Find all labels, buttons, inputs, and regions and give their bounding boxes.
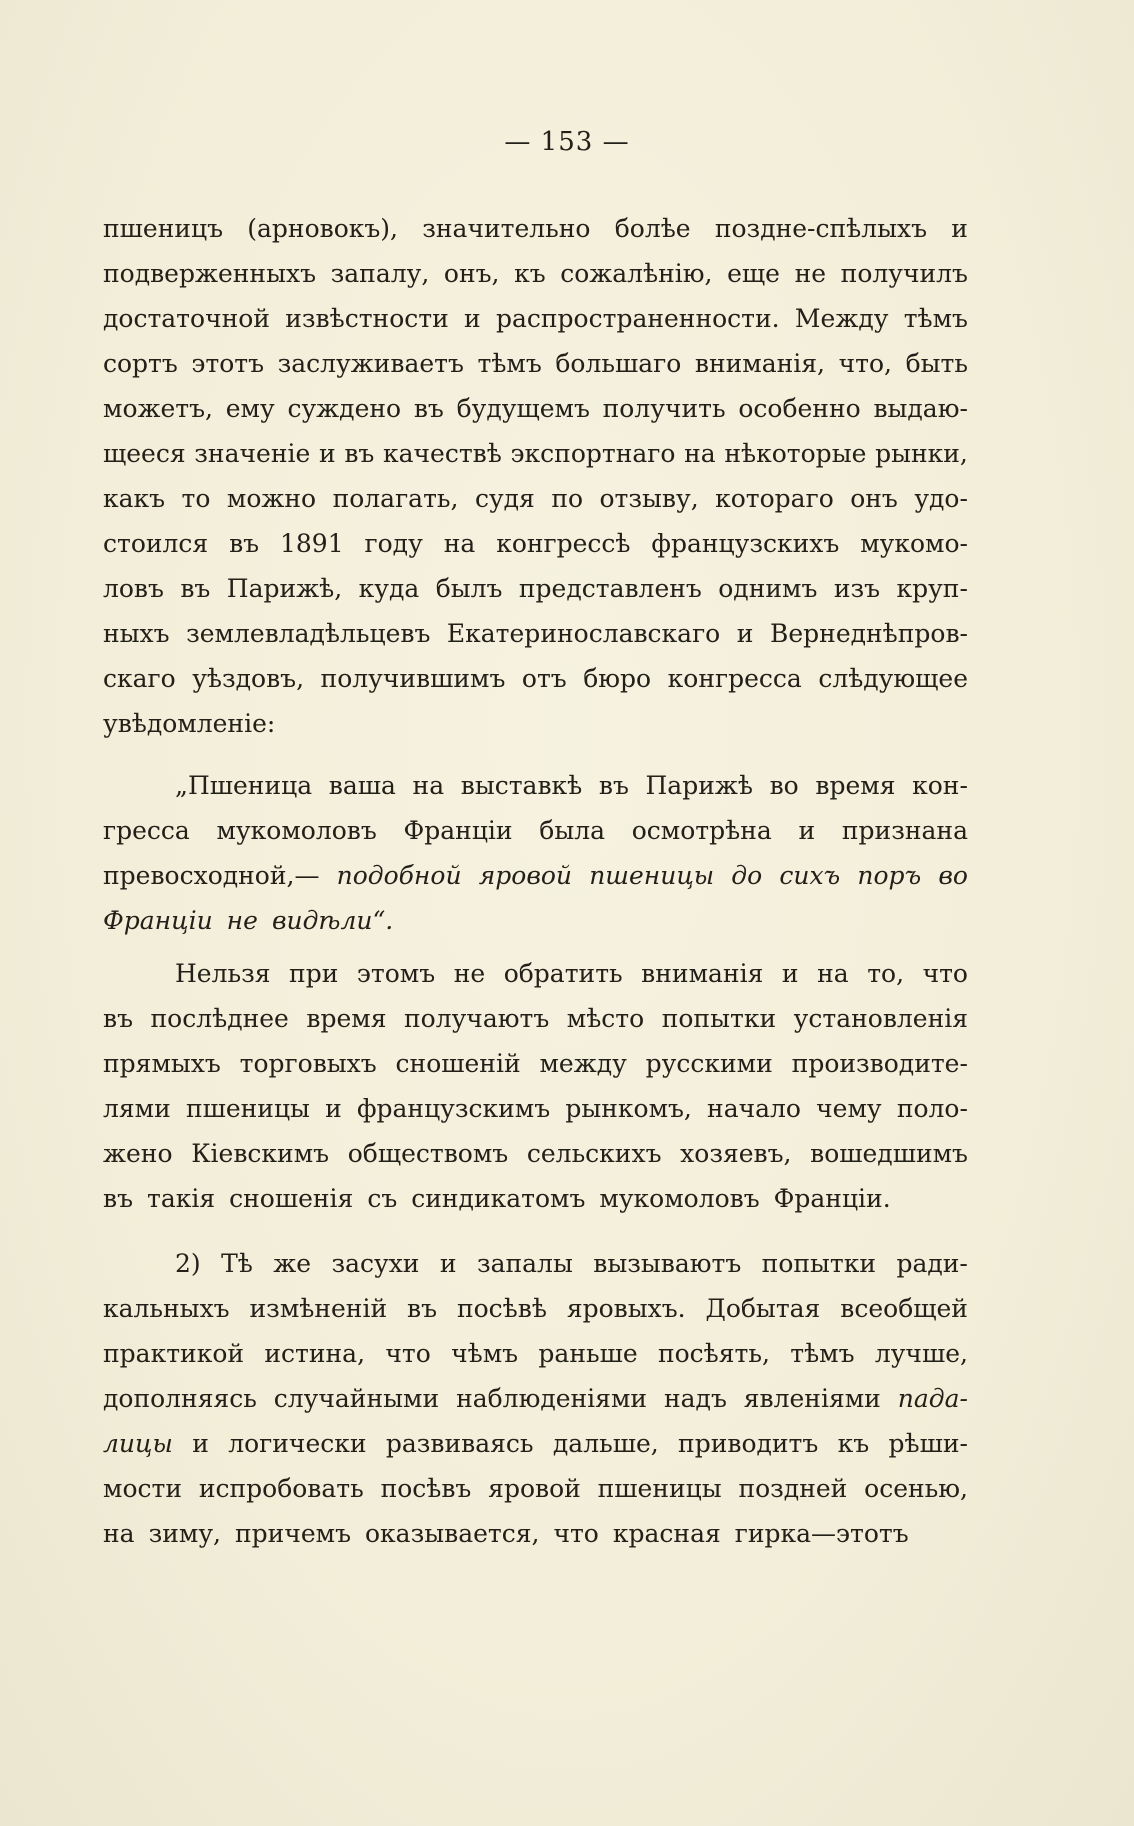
text-line xyxy=(103,1376,968,1421)
text-line xyxy=(103,1241,968,1286)
word: то xyxy=(181,484,211,513)
word: во xyxy=(938,861,968,890)
word: рѣши- xyxy=(888,1429,968,1458)
word: развиваясь xyxy=(385,1429,534,1458)
text-line xyxy=(103,763,968,808)
text-line xyxy=(103,1041,968,1086)
word: дополняясь xyxy=(103,1384,257,1413)
word: признана xyxy=(841,816,968,845)
word: въ xyxy=(103,1184,133,1213)
word: чему xyxy=(816,1094,882,1123)
word: начало xyxy=(707,1094,801,1123)
word: котораго xyxy=(715,484,834,513)
word: мукомоловъ xyxy=(599,1184,760,1213)
word: Нельзя xyxy=(175,959,271,988)
word: запалу, xyxy=(330,259,430,288)
word: особенно xyxy=(738,394,861,423)
word: мукомоловъ xyxy=(216,816,377,845)
word: съ xyxy=(367,1184,398,1213)
text-line xyxy=(103,808,968,853)
word: подобной xyxy=(336,861,462,890)
word: сожалѣнію, xyxy=(560,259,713,288)
word: мости xyxy=(103,1474,182,1503)
word: жено xyxy=(103,1139,173,1168)
word: сношенія xyxy=(229,1184,354,1213)
word: кон- xyxy=(912,771,968,800)
text-line xyxy=(103,566,968,611)
word: этомъ xyxy=(356,959,436,988)
word: яровой xyxy=(488,1474,581,1503)
text-line xyxy=(103,296,968,341)
word: конгресса xyxy=(667,664,802,693)
word: рынки, xyxy=(875,439,968,468)
word: посѣвѣ xyxy=(456,1294,547,1323)
word: и xyxy=(464,304,481,333)
word: до xyxy=(731,861,763,890)
word: сихъ xyxy=(779,861,841,890)
word: во xyxy=(769,771,799,800)
word: пшеницы xyxy=(597,1474,722,1503)
word: мѣсто xyxy=(566,1004,645,1033)
word: онъ xyxy=(850,484,898,513)
word: тѣмъ xyxy=(790,1339,855,1368)
word: раньше xyxy=(538,1339,638,1368)
paragraph-quote xyxy=(103,763,968,943)
word: наблюденіями xyxy=(456,1384,648,1413)
text-line xyxy=(103,431,968,476)
word: сортъ xyxy=(103,349,178,378)
word: Франціи xyxy=(103,906,213,935)
word: мукомо- xyxy=(860,529,968,558)
text-line xyxy=(103,656,968,701)
word: былъ xyxy=(435,574,503,603)
word: значеніе xyxy=(194,439,311,468)
word: рынкомъ, xyxy=(565,1094,692,1123)
word: Кіевскимъ xyxy=(191,1139,330,1168)
word: кальныхъ xyxy=(103,1294,230,1323)
word: полагать, xyxy=(332,484,459,513)
word: круп- xyxy=(896,574,968,603)
word: подверженныхъ xyxy=(103,259,317,288)
word: истина, xyxy=(264,1339,366,1368)
word: явленіями xyxy=(743,1384,881,1413)
word: суждено xyxy=(287,394,402,423)
word: изъ xyxy=(833,574,881,603)
word: тѣмъ xyxy=(903,304,968,333)
word: попытки xyxy=(761,1249,877,1278)
text-line xyxy=(103,1176,968,1221)
word: вошедшимъ xyxy=(810,1139,968,1168)
word: распространенности. xyxy=(495,304,780,333)
word: выдаю- xyxy=(873,394,968,423)
word: (арновокъ), xyxy=(247,214,398,243)
word: получаютъ xyxy=(404,1004,550,1033)
text-line xyxy=(103,1331,968,1376)
word: то, xyxy=(867,959,905,988)
word: обществомъ xyxy=(347,1139,509,1168)
word: не xyxy=(794,259,827,288)
word: тѣмъ xyxy=(477,349,542,378)
word: производите- xyxy=(791,1049,968,1078)
text-line xyxy=(103,251,968,296)
word: пшеницы xyxy=(185,1094,310,1123)
word: причемъ xyxy=(234,1519,351,1548)
word: осенью, xyxy=(864,1474,968,1503)
word: время xyxy=(306,1004,387,1033)
text-line xyxy=(103,898,968,943)
word: Вернеднѣпров- xyxy=(770,619,968,648)
word: какъ xyxy=(103,484,166,513)
word: поздней xyxy=(738,1474,848,1503)
word: отъ xyxy=(521,664,567,693)
word: Франціи. xyxy=(773,1184,891,1213)
word: куда xyxy=(358,574,420,603)
word: въ xyxy=(413,394,444,423)
word: пшеницы xyxy=(589,861,715,890)
word: логически xyxy=(228,1429,367,1458)
word: достаточной xyxy=(103,304,270,333)
text-line xyxy=(103,476,968,521)
word: сельскихъ xyxy=(526,1139,662,1168)
word: французскимъ xyxy=(356,1094,551,1123)
text-line xyxy=(103,1086,968,1131)
word: слѣдующее xyxy=(818,664,968,693)
word: яровой xyxy=(478,861,573,890)
text-line xyxy=(103,996,968,1041)
paragraph-3 xyxy=(103,951,968,1221)
word: дальше, xyxy=(552,1429,659,1458)
word: ныхъ xyxy=(103,619,170,648)
word: уѣздовъ, xyxy=(192,664,305,693)
word: приводитъ xyxy=(678,1429,819,1458)
word: можно xyxy=(226,484,317,513)
word: получившимъ xyxy=(320,664,506,693)
word: на xyxy=(443,529,476,558)
word: поздне-спѣлыхъ xyxy=(714,214,928,243)
word: еще xyxy=(727,259,780,288)
word: отзыву, xyxy=(599,484,699,513)
word: „Пшеница xyxy=(175,771,313,800)
word: была xyxy=(539,816,606,845)
word: землевладѣльцевъ xyxy=(186,619,431,648)
word: между xyxy=(539,1049,627,1078)
text-line xyxy=(103,1466,968,1511)
word: хозяевъ, xyxy=(680,1139,792,1168)
word: въ xyxy=(344,439,375,468)
word: Франціи xyxy=(403,816,513,845)
word: стоился xyxy=(103,529,209,558)
word: ради- xyxy=(896,1249,968,1278)
word: гирка—этотъ xyxy=(734,1519,909,1548)
word: на xyxy=(103,1519,135,1548)
word: на xyxy=(817,959,849,988)
word: красная xyxy=(612,1519,721,1548)
word: послѣднее xyxy=(150,1004,289,1033)
word: и xyxy=(781,959,799,988)
page-number: — 153 — xyxy=(504,127,630,157)
word: оказывается, xyxy=(365,1519,540,1548)
word: превосходной,— xyxy=(103,861,320,890)
word: на xyxy=(684,439,716,468)
word: засухи xyxy=(331,1249,420,1278)
word: не xyxy=(226,906,258,935)
word: поло- xyxy=(896,1094,968,1123)
word: установленія xyxy=(793,1004,968,1033)
word: посѣять, xyxy=(657,1339,770,1368)
word: 2) xyxy=(175,1249,201,1278)
word: гресса xyxy=(103,816,190,845)
text-line xyxy=(103,341,968,386)
word: и xyxy=(325,1094,342,1123)
word: щееся xyxy=(103,439,186,468)
word: лицы xyxy=(103,1429,173,1458)
word: получить xyxy=(602,394,726,423)
text-line xyxy=(103,1131,968,1176)
word: конгрессѣ xyxy=(496,529,631,558)
word: удо- xyxy=(914,484,968,513)
word: русскими xyxy=(645,1049,773,1078)
word: Парижѣ, xyxy=(226,574,343,603)
word: французскихъ xyxy=(651,529,840,558)
word: что xyxy=(385,1339,431,1368)
text-line xyxy=(103,1421,968,1466)
word: въ xyxy=(229,529,260,558)
word: вниманія xyxy=(641,959,764,988)
word: пада- xyxy=(897,1384,968,1413)
paragraph-4 xyxy=(103,1241,968,1556)
word: синдикатомъ xyxy=(411,1184,586,1213)
word: же xyxy=(273,1249,312,1278)
word: случайными xyxy=(273,1384,440,1413)
word: Тѣ xyxy=(221,1249,253,1278)
word: измѣненій xyxy=(249,1294,388,1323)
word: онъ, xyxy=(443,259,500,288)
text-line xyxy=(103,521,968,566)
word: поръ xyxy=(857,861,922,890)
word: всеобщей xyxy=(840,1294,968,1323)
word: испробовать xyxy=(198,1474,364,1503)
word: время xyxy=(815,771,896,800)
word: ему xyxy=(225,394,275,423)
word: лями xyxy=(103,1094,171,1123)
word: ловъ xyxy=(103,574,164,603)
word: въ xyxy=(598,771,629,800)
text-line xyxy=(103,951,968,996)
word: къ xyxy=(837,1429,870,1458)
word: получилъ xyxy=(840,259,968,288)
word: ваша xyxy=(328,771,396,800)
text-line xyxy=(103,1286,968,1331)
word: такія xyxy=(146,1184,216,1213)
word: качествѣ xyxy=(383,439,502,468)
text-line xyxy=(103,1511,968,1556)
word: что, xyxy=(838,349,892,378)
word: яровыхъ. xyxy=(566,1294,686,1323)
word: прямыхъ xyxy=(103,1049,221,1078)
word: вниманія, xyxy=(694,349,826,378)
word: нѣкоторые xyxy=(724,439,867,468)
word: болѣе xyxy=(614,214,691,243)
word: можетъ, xyxy=(103,394,213,423)
word: Добытая xyxy=(705,1294,821,1323)
word: скаго xyxy=(103,664,176,693)
word: судя xyxy=(474,484,535,513)
word: 1891 xyxy=(280,529,344,558)
word: представленъ xyxy=(518,574,702,603)
word: обратить xyxy=(503,959,623,988)
paragraph-1 xyxy=(103,206,968,746)
text-line xyxy=(103,386,968,431)
word: къ xyxy=(514,259,546,288)
word: надъ xyxy=(663,1384,727,1413)
word: зиму, xyxy=(148,1519,221,1548)
word: значительно xyxy=(422,214,591,243)
word: видѣли“. xyxy=(271,906,394,935)
word: Екатеринославскаго xyxy=(446,619,721,648)
word: Парижѣ xyxy=(645,771,753,800)
word: чѣмъ xyxy=(451,1339,519,1368)
text-line xyxy=(103,701,968,746)
text-line xyxy=(103,853,968,898)
word: выставкѣ xyxy=(460,771,583,800)
word: Между xyxy=(794,304,889,333)
word: и xyxy=(736,619,754,648)
word: лучше, xyxy=(874,1339,968,1368)
word: не xyxy=(453,959,486,988)
word: этотъ xyxy=(191,349,265,378)
word: вызываютъ xyxy=(593,1249,742,1278)
word: по xyxy=(551,484,584,513)
word: что xyxy=(922,959,968,988)
word: бюро xyxy=(583,664,652,693)
word: попытки xyxy=(661,1004,777,1033)
word: пшеницъ xyxy=(103,214,224,243)
word: торговыхъ xyxy=(239,1049,377,1078)
word: запалы xyxy=(476,1249,573,1278)
word: извѣстности xyxy=(285,304,449,333)
word: и xyxy=(439,1249,457,1278)
word: осмотрѣна xyxy=(631,816,772,845)
word: и xyxy=(318,439,336,468)
word: однимъ xyxy=(718,574,818,603)
word: и xyxy=(798,816,816,845)
word: сношеній xyxy=(395,1049,521,1078)
text-line xyxy=(103,206,968,251)
word: въ xyxy=(103,1004,133,1033)
word: на xyxy=(412,771,445,800)
word: и xyxy=(192,1429,209,1458)
word: въ xyxy=(180,574,211,603)
word: практикой xyxy=(103,1339,245,1368)
word: при xyxy=(289,959,339,988)
word: быть xyxy=(905,349,968,378)
word: году xyxy=(364,529,423,558)
word: большаго xyxy=(555,349,682,378)
word: въ xyxy=(407,1294,438,1323)
word: экспортнаго xyxy=(510,439,676,468)
word: заслуживаетъ xyxy=(277,349,464,378)
word: что xyxy=(553,1519,599,1548)
word: и xyxy=(951,214,968,243)
word: посѣвъ xyxy=(380,1474,472,1503)
text-line xyxy=(103,611,968,656)
word: увѣдомленіе: xyxy=(103,709,276,738)
word: будущемъ xyxy=(456,394,590,423)
